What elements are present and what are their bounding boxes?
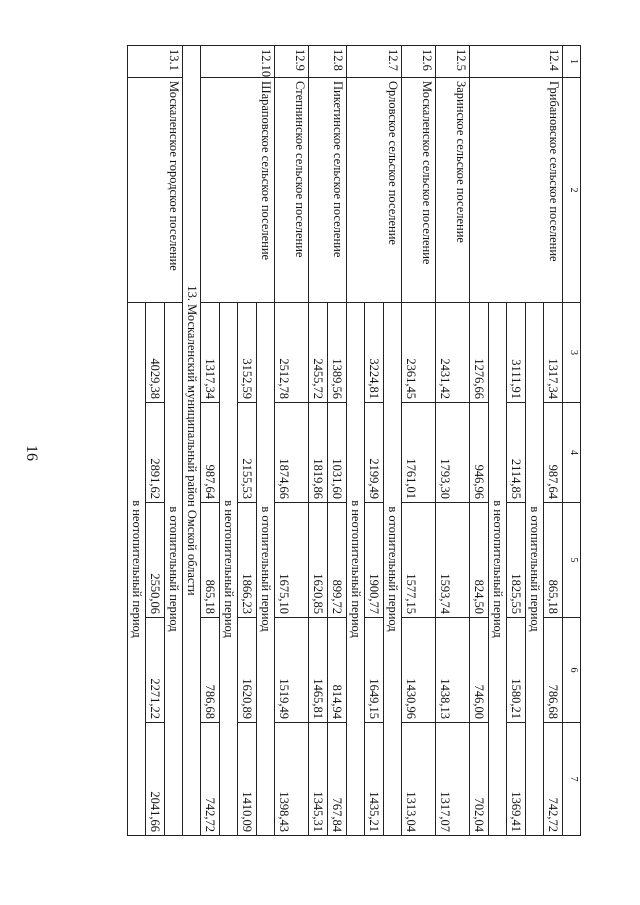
value-cell: 2550,06 [146, 503, 165, 618]
row-index: 12.7 [347, 46, 402, 78]
header-cell: 4 [563, 403, 581, 503]
row-index: 12.10 [201, 46, 275, 78]
value-cell: 814,94 [328, 618, 347, 723]
value-cell: 1866,23 [238, 503, 257, 618]
period-label: в отопительный период [165, 303, 183, 836]
value-cell: 3111,91 [507, 303, 526, 403]
row-index: 12.8 [309, 46, 347, 78]
period-label: в неотопительный период [489, 303, 507, 836]
table-row [436, 46, 470, 836]
settlement-name: Пикетинское сельское поселение [309, 78, 347, 303]
value-cell: 1317,34 [544, 303, 563, 403]
value-cell: 987,64 [544, 403, 563, 503]
value-cell: 1649,15 [365, 618, 384, 723]
value-cell: 1410,09 [238, 723, 257, 836]
value-cell: 824,50 [470, 503, 489, 618]
row-index: 12.4 [470, 46, 563, 78]
value-cell: 1317,34 [201, 303, 220, 403]
settlement-name: Грибановское сельское поселение [470, 78, 563, 303]
row-index: 13.1 [128, 46, 183, 78]
table-row [275, 46, 309, 836]
period-label: в неотопительный период [347, 303, 365, 836]
header-cell: 7 [563, 723, 581, 836]
settlement-name: Москаленское сельское поселение [402, 78, 436, 303]
value-cell: 1398,43 [275, 723, 309, 836]
value-cell: 786,68 [544, 618, 563, 723]
page-number-text: 16 [23, 444, 40, 461]
value-cell: 1276,66 [470, 303, 489, 403]
value-cell: 865,18 [201, 503, 220, 618]
value-cell: 1874,66 [275, 403, 309, 503]
tariff-table-container [61, 45, 581, 835]
period-label: в отопительный период [526, 303, 544, 836]
header-cell: 2 [563, 78, 581, 303]
value-cell: 2114,85 [507, 403, 526, 503]
value-cell: 1430,96 [402, 618, 436, 723]
header-cell: 1 [563, 46, 581, 78]
header-cell: 5 [563, 503, 581, 618]
value-cell: 1761,01 [402, 403, 436, 503]
value-cell: 1900,77 [365, 503, 384, 618]
table-row [544, 46, 563, 836]
row-index: 12.5 [436, 46, 470, 78]
value-cell: 3224,81 [365, 303, 384, 403]
section-row [183, 46, 201, 836]
value-cell: 1819,86 [309, 403, 328, 503]
value-cell: 946,96 [470, 403, 489, 503]
value-cell: 1519,49 [275, 618, 309, 723]
value-cell: 2155,53 [238, 403, 257, 503]
value-cell: 1793,30 [436, 403, 470, 503]
value-cell: 2361,45 [402, 303, 436, 403]
value-cell: 1593,74 [436, 503, 470, 618]
value-cell: 1369,41 [507, 723, 526, 836]
period-row [165, 46, 183, 836]
value-cell: 1577,15 [402, 503, 436, 618]
value-cell: 786,68 [201, 618, 220, 723]
period-label: в отопительный период [384, 303, 402, 836]
value-cell: 1620,89 [238, 618, 257, 723]
period-label: в отопительный период [257, 303, 275, 836]
value-cell: 3152,59 [238, 303, 257, 403]
value-cell: 702,04 [470, 723, 489, 836]
value-cell: 1031,60 [328, 403, 347, 503]
tariff-table [127, 45, 581, 836]
value-cell: 899,72 [328, 503, 347, 618]
value-cell: 1389,56 [328, 303, 347, 403]
value-cell: 1675,10 [275, 503, 309, 618]
value-cell: 1465,81 [309, 618, 328, 723]
section-title: 13. Москаленский муниципальный район Омской области [183, 46, 201, 836]
value-cell: 1317,07 [436, 723, 470, 836]
settlement-name: Шараповское сельское поселение [201, 78, 275, 303]
value-cell: 2199,49 [365, 403, 384, 503]
period-label: в неотопительный период [128, 303, 146, 836]
table-row [328, 46, 347, 836]
value-cell: 767,84 [328, 723, 347, 836]
value-cell: 1313,04 [402, 723, 436, 836]
value-cell: 742,72 [201, 723, 220, 836]
value-cell: 742,72 [544, 723, 563, 836]
settlement-name: Заринское сельское поселение [436, 78, 470, 303]
value-cell: 865,18 [544, 503, 563, 618]
settlement-name: Степнинское сельское поселение [275, 78, 309, 303]
value-cell: 2431,42 [436, 303, 470, 403]
period-label: в неотопительный период [220, 303, 238, 836]
value-cell: 2455,72 [309, 303, 328, 403]
value-cell: 1620,85 [309, 503, 328, 618]
page-number [16, 0, 46, 905]
value-cell: 1825,55 [507, 503, 526, 618]
settlement-name: Орловское сельское поселение [347, 78, 402, 303]
value-cell: 4029,38 [146, 303, 165, 403]
header-cell: 3 [563, 303, 581, 403]
value-cell: 1580,21 [507, 618, 526, 723]
value-cell: 746,00 [470, 618, 489, 723]
value-cell: 1435,21 [365, 723, 384, 836]
table-row [402, 46, 436, 836]
value-cell: 1345,31 [309, 723, 328, 836]
value-cell: 2271,22 [146, 618, 165, 723]
period-row [384, 46, 402, 836]
period-row [257, 46, 275, 836]
header-cell: 6 [563, 618, 581, 723]
row-index: 12.9 [275, 46, 309, 78]
value-cell: 2891,62 [146, 403, 165, 503]
table-header-row [563, 46, 581, 836]
value-cell: 2041,66 [146, 723, 165, 836]
settlement-name: Москаленское городское поселение [128, 78, 183, 303]
value-cell: 987,64 [201, 403, 220, 503]
row-index: 12.6 [402, 46, 436, 78]
value-cell: 2512,78 [275, 303, 309, 403]
value-cell: 1438,13 [436, 618, 470, 723]
